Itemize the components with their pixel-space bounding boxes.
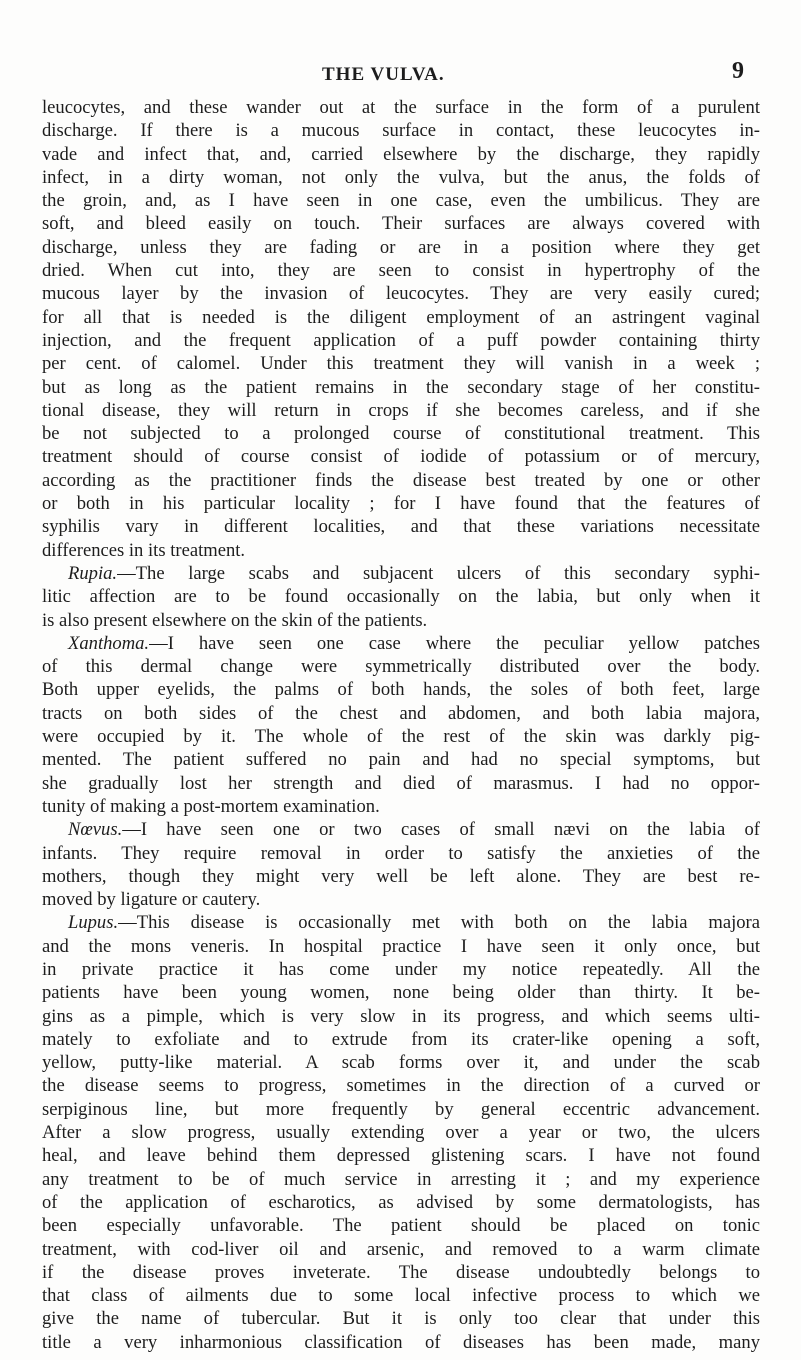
page-number: 9 — [732, 58, 744, 84]
text-line: treatment, with cod-liver oil and arsenic, and removed to a warm climate — [42, 1238, 760, 1260]
text-line: syphilis vary in different localities, and that these variations necessitate — [42, 516, 760, 538]
text-line: the disease seems to progress, sometimes in the direction of a curved or — [42, 1075, 760, 1097]
text-line: in private practice it has come under my notice repeatedly. All the — [42, 958, 760, 980]
text-line-rest: —The large scabs and subjacent ulcers of this secondary syphi- — [117, 562, 760, 584]
body-text — [42, 96, 760, 1354]
text-line: of this dermal change were symmetrically distributed over the body. — [42, 656, 760, 678]
paragraph-syphilis-continued — [42, 96, 760, 562]
section-term-rupia: Rupia. — [68, 562, 118, 584]
text-line: yellow, putty-like material. A scab forms over it, and under the scab — [42, 1052, 760, 1074]
text-line: but as long as the patient remains in the secondary stage of her constitu- — [42, 376, 760, 398]
text-line: title a very inharmonious classification of diseases has been made, many — [42, 1331, 760, 1353]
text-line: mately to exfoliate and to extrude from its crater-like opening a soft, — [42, 1028, 760, 1050]
text-line-rest: —This disease is occasionally met with both on the labia majora — [118, 912, 760, 934]
text-line: tracts on both sides of the chest and abdomen, and both labia majora, — [42, 702, 760, 724]
text-line: she gradually lost her strength and died of marasmus. I had no oppor- — [42, 772, 760, 794]
paragraph-rupia — [42, 562, 760, 632]
text-line: tional disease, they will return in crops if she becomes careless, and if she — [42, 399, 760, 421]
text-line: were occupied by it. The whole of the rest of the skin was darkly pig- — [42, 726, 760, 748]
text-line: leucocytes, and these wander out at the surface in the form of a purulent — [42, 97, 760, 118]
text-line: be not subjected to a prolonged course of constitutional treatment. This — [42, 423, 760, 445]
text-line: heal, and leave behind them depressed glistening scars. I have not found — [42, 1145, 760, 1167]
section-term-naevus: Nœvus. — [68, 819, 123, 841]
text-line: vade and infect that, and, carried elsewhere by the discharge, they rapidly — [42, 143, 760, 165]
text-line: mucous layer by the invasion of leucocytes. They are very easily cured; — [42, 283, 760, 305]
text-line: per cent. of calomel. Under this treatment they will vanish in a week ; — [42, 353, 760, 375]
text-line — [42, 911, 760, 934]
text-line: any treatment to be of much service in arresting it ; and my experience — [42, 1168, 760, 1190]
text-line: the groin, and, as I have seen in one case, even the umbilicus. They are — [42, 190, 760, 212]
paragraph-lupus — [42, 911, 760, 1354]
text-line: litic affection are to be found occasionally on the labia, but only when it — [42, 586, 760, 608]
text-line: according as the practitioner finds the disease best treated by one or other — [42, 469, 760, 491]
text-line: dried. When cut into, they are seen to consist in hypertrophy of the — [42, 260, 760, 282]
text-line — [42, 562, 760, 585]
text-line: if the disease proves inveterate. The disease undoubtedly belongs to — [42, 1261, 760, 1283]
running-head: THE VULVA. — [322, 64, 445, 85]
text-line-rest: —I have seen one case where the peculiar yellow patches — [149, 632, 760, 654]
paragraph-xanthoma — [42, 632, 760, 818]
text-line: differences in its treatment. — [42, 539, 246, 561]
text-line: treatment should of course consist of iodide of potassium or of mercury, — [42, 446, 760, 468]
text-line: tunity of making a post-mortem examination. — [42, 795, 380, 817]
text-line — [42, 632, 760, 655]
text-line — [42, 818, 760, 841]
text-line: Both upper eyelids, the palms of both hands, the soles of both feet, large — [42, 679, 760, 701]
text-line: infect, in a dirty woman, not only the vulva, but the anus, the folds of — [42, 166, 760, 188]
text-line: or both in his particular locality ; for I have found that the features of — [42, 493, 760, 515]
text-line: patients have been young women, none being older than thirty. It be- — [42, 982, 760, 1004]
text-line: of the application of escharotics, as advised by some dermatologists, has — [42, 1191, 760, 1213]
text-line: mented. The patient suffered no pain and had no special symptoms, but — [42, 749, 760, 771]
paragraph-naevus — [42, 818, 760, 911]
text-line: is also present elsewhere on the skin of the patients. — [42, 609, 428, 631]
text-line: mothers, though they might very well be left alone. They are best re- — [42, 865, 760, 887]
text-line: for all that is needed is the diligent employment of an astringent vaginal — [42, 306, 760, 328]
text-line: that class of ailments due to some local infective process to which we — [42, 1285, 760, 1307]
text-line: After a slow progress, usually extending over a year or two, the ulcers — [42, 1122, 760, 1144]
text-line: serpiginous line, but more frequently by general eccentric advancement. — [42, 1098, 760, 1120]
page-header — [0, 58, 801, 88]
section-term-lupus: Lupus. — [68, 912, 119, 934]
text-line: soft, and bleed easily on touch. Their surfaces are always covered with — [42, 213, 760, 235]
section-term-xanthoma: Xanthoma. — [68, 632, 150, 654]
text-line-rest: —I have seen one or two cases of small nævi on the labia of — [122, 819, 760, 841]
text-line: gins as a pimple, which is very slow in its progress, and which seems ulti- — [42, 1005, 760, 1027]
text-line: discharge, unless they are fading or are in a position where they get — [42, 236, 760, 258]
text-line: injection, and the frequent application of a puff powder containing thirty — [42, 329, 760, 351]
text-line: infants. They require removal in order to satisfy the anxieties of the — [42, 842, 760, 864]
text-line: moved by ligature or cautery. — [42, 889, 261, 911]
text-line: been especially unfavorable. The patient should be placed on tonic — [42, 1215, 760, 1237]
text-line: give the name of tubercular. But it is only too clear that under this — [42, 1308, 760, 1330]
text-line: discharge. If there is a mucous surface in contact, these leucocytes in- — [42, 120, 760, 142]
text-line: and the mons veneris. In hospital practice I have seen it only once, but — [42, 935, 760, 957]
